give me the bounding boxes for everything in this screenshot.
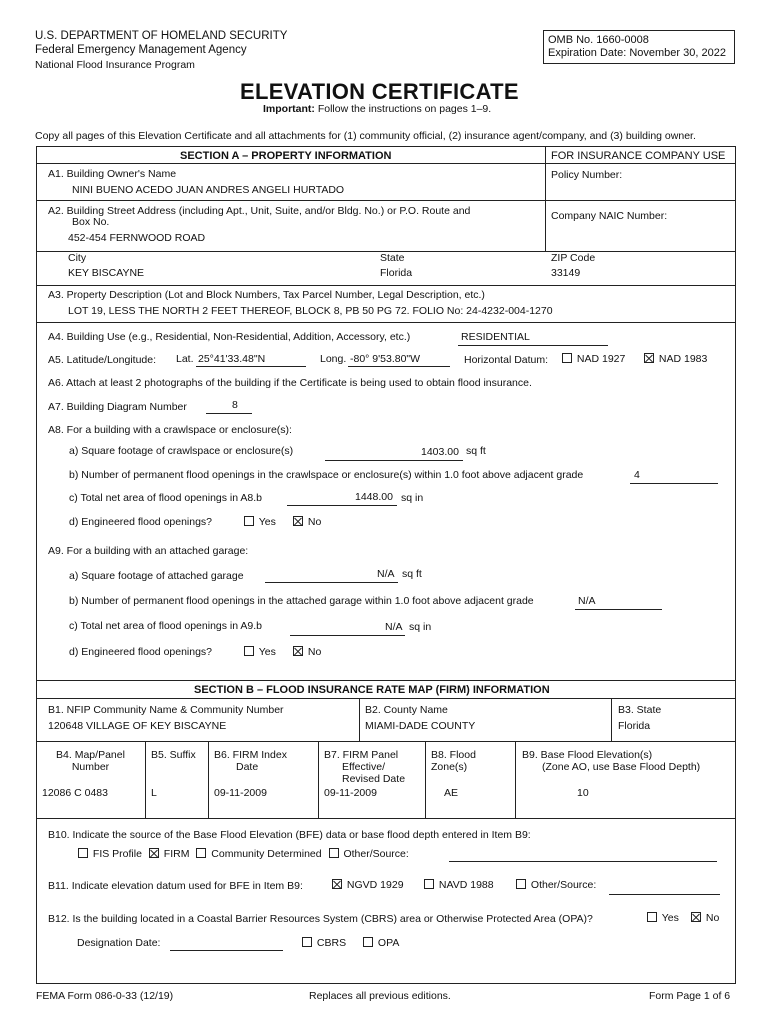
a8b-value[interactable]: 4 xyxy=(634,469,640,481)
b9-label xyxy=(522,749,700,773)
b9-label-line2: (Zone AO, use Base Flood Depth) xyxy=(542,761,701,773)
no-label: No xyxy=(307,516,322,528)
ngvd-option[interactable] xyxy=(330,879,404,891)
a9b-label: b) Number of permanent flood openings in the attached garage within 1.0 foot above adjacent grade xyxy=(69,595,534,607)
b4-label xyxy=(36,749,145,773)
a9c-value[interactable]: N/A xyxy=(385,621,403,633)
a9d-yes-checkbox[interactable] xyxy=(244,646,254,656)
a9a-value[interactable]: N/A xyxy=(377,568,395,580)
underline xyxy=(458,345,608,346)
cbrs-option[interactable] xyxy=(300,937,346,949)
horizontal-datum-label: Horizontal Datum: xyxy=(464,354,549,366)
fis-profile-label: FIS Profile xyxy=(92,848,142,860)
a3-label: A3. Property Description (Lot and Block Numbers, Tax Parcel Number, Legal Description, etc.) xyxy=(48,289,485,301)
divider xyxy=(36,322,736,323)
divider xyxy=(36,818,736,819)
zip-value[interactable]: 33149 xyxy=(551,267,581,279)
no-label: No xyxy=(307,646,322,658)
a8d-no-checkbox[interactable] xyxy=(293,516,303,526)
b7-label-line1: B7. FIRM Panel xyxy=(324,749,399,761)
other-source-checkbox[interactable] xyxy=(329,848,339,858)
community-determined-checkbox[interactable] xyxy=(196,848,206,858)
divider xyxy=(36,680,736,681)
a8c-unit: sq in xyxy=(401,492,424,504)
b8-value[interactable]: AE xyxy=(444,787,459,799)
form-title: ELEVATION CERTIFICATE xyxy=(240,79,519,104)
department-name: U.S. DEPARTMENT OF HOMELAND SECURITY xyxy=(35,30,288,42)
b6-label-line2: Date xyxy=(236,761,259,773)
expiration-date: Expiration Date: November 30, 2022 xyxy=(548,47,726,59)
a9b-value[interactable]: N/A xyxy=(578,595,596,607)
opa-option[interactable] xyxy=(361,937,399,949)
b5-value[interactable]: L xyxy=(151,787,157,799)
b1-label: B1. NFIP Community Name & Community Number xyxy=(48,704,284,716)
long-label: Long. xyxy=(320,353,347,365)
building-use-value[interactable]: RESIDENTIAL xyxy=(461,331,530,343)
underline xyxy=(325,460,463,461)
ngvd1929-checkbox[interactable] xyxy=(332,879,342,889)
divider xyxy=(545,146,546,251)
a7-label: A7. Building Diagram Number xyxy=(48,401,187,413)
a5-label: A5. Latitude/Longitude: xyxy=(48,354,157,366)
a8-label: A8. For a building with a crawlspace or enclosure(s): xyxy=(48,424,292,436)
underline xyxy=(287,505,397,506)
underline xyxy=(196,366,306,367)
copy-note: Copy all pages of this Elevation Certificate and all attachments for (1) community official, (2) insurance agent/company, and (3) building owner. xyxy=(35,130,696,142)
b12-no-option[interactable] xyxy=(689,912,719,924)
program-name: National Flood Insurance Program xyxy=(35,59,195,71)
designation-date-line[interactable] xyxy=(170,950,283,951)
ngvd1929-label: NGVD 1929 xyxy=(346,879,404,891)
navd1988-checkbox[interactable] xyxy=(424,879,434,889)
important-text: Follow the instructions on pages 1–9. xyxy=(314,103,492,115)
opa-checkbox[interactable] xyxy=(363,937,373,947)
b1-value[interactable]: 120648 VILLAGE OF KEY BISCAYNE xyxy=(48,720,227,732)
underline xyxy=(206,413,252,414)
b6-value[interactable]: 09-11-2009 xyxy=(214,787,267,799)
opa-label: OPA xyxy=(377,937,400,949)
b5-label: B5. Suffix xyxy=(151,749,196,761)
a8d-yes-option[interactable] xyxy=(242,516,276,528)
a9a-unit: sq ft xyxy=(402,568,422,580)
lat-label: Lat. xyxy=(176,353,194,365)
a9d-no-checkbox[interactable] xyxy=(293,646,303,656)
b12-yes-option[interactable] xyxy=(645,912,679,924)
b11-label: B11. Indicate elevation datum used for BFE in Item B9: xyxy=(48,880,303,892)
divider xyxy=(36,163,736,164)
page-number: Form Page 1 of 6 xyxy=(649,990,731,1002)
b4-value[interactable]: 12086 C 0483 xyxy=(42,787,108,799)
fis-profile-checkbox[interactable] xyxy=(78,848,88,858)
a8c-value[interactable]: 1448.00 xyxy=(355,491,393,503)
b7-label-line3: Revised Date xyxy=(342,773,406,785)
divider xyxy=(318,741,319,818)
nad1983-option[interactable] xyxy=(642,353,707,365)
nad1983-label: NAD 1983 xyxy=(658,353,708,365)
a8c-label: c) Total net area of flood openings in A8.b xyxy=(69,492,263,504)
b11-other-line[interactable] xyxy=(609,894,720,895)
b8-label-line1: B8. Flood xyxy=(431,749,476,761)
a8a-value[interactable]: 1403.00 xyxy=(421,446,459,458)
a4-label: A4. Building Use (e.g., Residential, Non-Residential, Addition, Accessory, etc.) xyxy=(48,331,411,343)
a2-label: A2. Building Street Address (including Apt., Unit, Suite, and/or Bldg. No.) or P.O. Route and xyxy=(48,205,471,217)
b12-no-label: No xyxy=(705,912,720,924)
b11-other-option[interactable] xyxy=(514,879,596,891)
omb-box xyxy=(543,30,735,64)
b7-label xyxy=(324,749,405,785)
divider xyxy=(36,285,736,286)
property-description[interactable]: LOT 19, LESS THE NORTH 2 FEET THEREOF, BLOCK 8, PB 50 PG 72. FOLIO No: 24-4232-004-1270 xyxy=(68,305,553,317)
a1-label: A1. Building Owner's Name xyxy=(48,168,177,180)
community-determined-label: Community Determined xyxy=(211,848,322,860)
a9d-label: d) Engineered flood openings? xyxy=(69,646,213,658)
yes-label: Yes xyxy=(258,646,276,658)
nad1927-option[interactable] xyxy=(560,353,625,365)
city-value[interactable]: KEY BISCAYNE xyxy=(68,267,145,279)
cbrs-label: CBRS xyxy=(316,937,347,949)
underline xyxy=(630,483,718,484)
firm-checkbox[interactable] xyxy=(149,848,159,858)
a9-label: A9. For a building with an attached garage: xyxy=(48,545,249,557)
b10-options xyxy=(76,848,409,860)
section-b-title: SECTION B – FLOOD INSURANCE RATE MAP (FIRM) INFORMATION xyxy=(194,684,550,696)
longitude-value[interactable]: -80° 9'53.80"W xyxy=(350,353,421,365)
b6-label-line1: B6. FIRM Index xyxy=(214,749,287,761)
navd-option[interactable] xyxy=(422,879,494,891)
nad1983-checkbox[interactable] xyxy=(644,353,654,363)
a9a-label: a) Square footage of attached garage xyxy=(69,570,244,582)
a8b-label: b) Number of permanent flood openings in the crawlspace or enclosure(s) within 1.0 foot above adjacent grade xyxy=(69,469,584,481)
b3-value[interactable]: Florida xyxy=(618,720,651,732)
b8-label-line2: Zone(s) xyxy=(431,761,468,773)
b3-label: B3. State xyxy=(618,704,662,716)
other-source-line[interactable] xyxy=(449,861,717,862)
company-use-title: FOR INSURANCE COMPANY USE xyxy=(551,150,726,162)
yes-label: Yes xyxy=(258,516,276,528)
divider xyxy=(208,741,209,818)
a8d-label: d) Engineered flood openings? xyxy=(69,516,213,528)
divider xyxy=(145,741,146,818)
zip-label: ZIP Code xyxy=(551,252,596,264)
b12-yes-label: Yes xyxy=(661,912,679,924)
a8d-no-option[interactable] xyxy=(291,516,321,528)
a9c-label: c) Total net area of flood openings in A9.b xyxy=(69,620,263,632)
diagram-number-value[interactable]: 8 xyxy=(232,399,238,411)
b11-other-label: Other/Source: xyxy=(530,879,597,891)
underline xyxy=(348,366,450,367)
b4-label-line2: Number xyxy=(71,761,110,773)
a8d-yes-checkbox[interactable] xyxy=(244,516,254,526)
b9-label-line1: B9. Base Flood Elevation(s) xyxy=(522,749,653,761)
divider xyxy=(515,741,516,818)
b2-label: B2. County Name xyxy=(365,704,448,716)
cbrs-checkbox[interactable] xyxy=(302,937,312,947)
b4-label-line1: B4. Map/Panel xyxy=(56,749,125,761)
a2-label-cont: Box No. xyxy=(72,216,110,228)
b6-label xyxy=(214,749,287,773)
b12-no-checkbox[interactable] xyxy=(691,912,701,922)
a6-label: A6. Attach at least 2 photographs of the building if the Certificate is being used to obtain flood insurance. xyxy=(48,377,532,389)
divider xyxy=(36,698,736,699)
state-label: State xyxy=(380,252,405,264)
underline xyxy=(290,635,405,636)
a9c-unit: sq in xyxy=(409,621,432,633)
divider xyxy=(425,741,426,818)
b9-value[interactable]: 10 xyxy=(577,787,589,799)
replaces-note: Replaces all previous editions. xyxy=(309,990,451,1002)
designation-date-label: Designation Date: xyxy=(77,937,161,949)
latitude-value[interactable]: 25°41'33.48"N xyxy=(198,353,266,365)
b8-label xyxy=(431,749,476,773)
nad1927-label: NAD 1927 xyxy=(576,353,626,365)
underline xyxy=(265,582,398,583)
firm-label: FIRM xyxy=(163,848,190,860)
nad1927-checkbox[interactable] xyxy=(562,353,572,363)
naic-number-label: Company NAIC Number: xyxy=(551,210,668,222)
state-value[interactable]: Florida xyxy=(380,267,413,279)
b2-value[interactable]: MIAMI-DADE COUNTY xyxy=(365,720,476,732)
b7-label-line2: Effective/ xyxy=(342,761,385,773)
a8a-label: a) Square footage of crawlspace or enclosure(s) xyxy=(69,445,294,457)
b10-label: B10. Indicate the source of the Base Flood Elevation (BFE) data or base flood depth entered in Item B9: xyxy=(48,829,531,841)
important-label: Important: xyxy=(263,103,315,115)
important-note xyxy=(263,103,491,115)
owner-name[interactable]: NINI BUENO ACEDO JUAN ANDRES ANGELI HURTADO xyxy=(72,184,345,196)
omb-number: OMB No. 1660-0008 xyxy=(548,34,649,46)
a9d-yes-option[interactable] xyxy=(242,646,276,658)
policy-number-label: Policy Number: xyxy=(551,169,623,181)
a9d-no-option[interactable] xyxy=(291,646,321,658)
divider xyxy=(36,200,736,201)
city-label: City xyxy=(68,252,87,264)
section-a-title: SECTION A – PROPERTY INFORMATION xyxy=(180,150,392,162)
agency-name: Federal Emergency Management Agency xyxy=(35,44,247,56)
divider xyxy=(36,741,736,742)
navd1988-label: NAVD 1988 xyxy=(438,879,494,891)
b12-yes-checkbox[interactable] xyxy=(647,912,657,922)
street-address[interactable]: 452-454 FERNWOOD ROAD xyxy=(68,232,206,244)
b11-other-checkbox[interactable] xyxy=(516,879,526,889)
a8a-unit: sq ft xyxy=(466,445,486,457)
underline xyxy=(575,609,662,610)
b12-label: B12. Is the building located in a Coastal Barrier Resources System (CBRS) area or Otherwise Protected Area (OPA)? xyxy=(48,913,593,925)
form-number: FEMA Form 086-0-33 (12/19) xyxy=(36,990,174,1002)
other-source-label: Other/Source: xyxy=(343,848,409,860)
divider xyxy=(611,698,612,741)
divider xyxy=(359,698,360,741)
b7-value[interactable]: 09-11-2009 xyxy=(324,787,377,799)
